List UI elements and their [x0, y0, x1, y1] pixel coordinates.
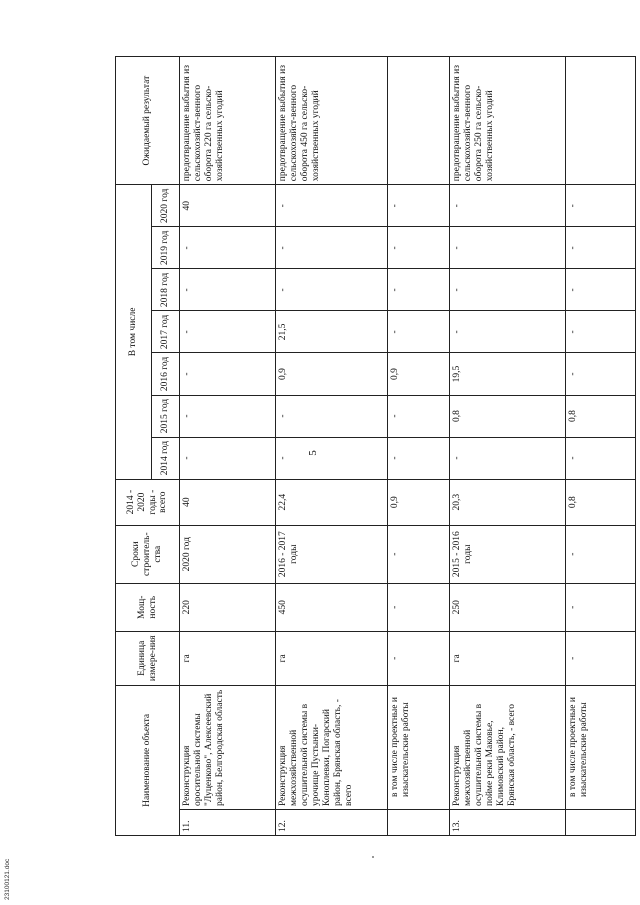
- cell-2016: 0,9: [276, 353, 388, 395]
- cell-2019: -: [450, 227, 566, 269]
- cell-2014: -: [388, 437, 450, 479]
- cell-2020: 40: [180, 185, 276, 227]
- power-cell: 450: [276, 583, 388, 631]
- cell-2017: -: [566, 311, 636, 353]
- cell-2020: -: [566, 185, 636, 227]
- cell-2018: -: [388, 269, 450, 311]
- object-name: Реконструкция оросительной системы "Луценково", Алексеевский район, Белгородская область: [180, 685, 276, 809]
- cell-2016: 0,9: [388, 353, 450, 395]
- total-cell: 20,3: [450, 479, 566, 525]
- cell-2015: -: [388, 395, 450, 437]
- rotated-table-container: [115, 56, 635, 836]
- cell-2016: -: [566, 353, 636, 395]
- terms-cell: 2020 год: [180, 525, 276, 583]
- cell-2014: -: [450, 437, 566, 479]
- col-header-2018: 2018 год: [152, 269, 180, 311]
- cell-2017: -: [450, 311, 566, 353]
- cell-2014: -: [276, 437, 388, 479]
- power-cell: 250: [450, 583, 566, 631]
- result-cell: предотвращение выбытия из сельскохозяйст-венного оборота 220 га сельско-хозяйственных угодий: [180, 57, 276, 185]
- col-header-terms: Сроки строитель-ства: [116, 525, 180, 583]
- investment-table: [115, 56, 636, 836]
- power-cell: -: [388, 583, 450, 631]
- row-number: 11.: [180, 809, 276, 835]
- unit-cell: га: [180, 631, 276, 685]
- cell-2019: -: [566, 227, 636, 269]
- object-name-sub: в том числе проектные и изыскательские работы: [388, 685, 450, 809]
- cell-2015: 0,8: [566, 395, 636, 437]
- terms-cell: 2015 - 2016 годы: [450, 525, 566, 583]
- row-number: 12.: [276, 809, 388, 835]
- object-name: Реконструкция межхозяйственной осушительной системы в урочище Пустынки-Коноплевки, Погарский район, Брянская область, - всего: [276, 685, 388, 809]
- cell-2018: -: [276, 269, 388, 311]
- col-header-power: Мощ-ность: [116, 583, 180, 631]
- cell-2017: 21,5: [276, 311, 388, 353]
- col-header-name: Наименование объекта: [116, 685, 180, 835]
- object-name: Реконструкция межхозяйственной осушительной системы в пойме реки Маковье, Климовский район, Брянская область, - всего: [450, 685, 566, 809]
- row-number: [388, 809, 450, 835]
- unit-cell: -: [566, 631, 636, 685]
- cell-2018: -: [450, 269, 566, 311]
- col-header-unit: Единица измере-ния: [116, 631, 180, 685]
- total-cell: 40: [180, 479, 276, 525]
- page-number: 5: [306, 450, 319, 456]
- col-header-total: 2014 - 2020 годы - всего: [116, 479, 180, 525]
- cell-2014: -: [566, 437, 636, 479]
- cell-2019: -: [276, 227, 388, 269]
- cell-2019: -: [388, 227, 450, 269]
- cell-2017: -: [180, 311, 276, 353]
- cell-2016: 19,5: [450, 353, 566, 395]
- result-cell: предотвращение выбытия из сельскохозяйст-венного оборота 250 га сельско-хозяйственных угодий: [450, 57, 566, 185]
- cell-2020: -: [276, 185, 388, 227]
- col-header-result: Ожидаемый результат: [116, 57, 180, 185]
- total-cell: 0,8: [566, 479, 636, 525]
- terms-cell: -: [388, 525, 450, 583]
- cell-2015: -: [180, 395, 276, 437]
- terms-cell: 2016 - 2017 годы: [276, 525, 388, 583]
- result-cell: [388, 57, 450, 185]
- cell-2018: -: [566, 269, 636, 311]
- cell-2015: -: [276, 395, 388, 437]
- result-cell: предотвращение выбытия из сельскохозяйст-венного оборота 450 га сельско-хозяйственных угодий: [276, 57, 388, 185]
- total-cell: 22,4: [276, 479, 388, 525]
- table-row: [276, 57, 388, 836]
- col-header-2015: 2015 год: [152, 395, 180, 437]
- power-cell: 220: [180, 583, 276, 631]
- unit-cell: -: [388, 631, 450, 685]
- col-header-incl: В том числе: [116, 185, 152, 479]
- power-cell: -: [566, 583, 636, 631]
- scan-speck: [372, 856, 374, 858]
- unit-cell: га: [450, 631, 566, 685]
- row-number: 13.: [450, 809, 566, 835]
- col-header-2016: 2016 год: [152, 353, 180, 395]
- unit-cell: га: [276, 631, 388, 685]
- cell-2018: -: [180, 269, 276, 311]
- total-cell: 0,9: [388, 479, 450, 525]
- table-row: [566, 57, 636, 836]
- col-header-2020: 2020 год: [152, 185, 180, 227]
- terms-cell: -: [566, 525, 636, 583]
- col-header-2014: 2014 год: [152, 437, 180, 479]
- footer-doc-code-text: 23100121.doc: [4, 858, 11, 900]
- footer-doc-code: [4, 840, 18, 900]
- cell-2015: 0,8: [450, 395, 566, 437]
- table-row: [180, 57, 276, 836]
- row-number: [566, 809, 636, 835]
- cell-2014: -: [180, 437, 276, 479]
- cell-2020: -: [388, 185, 450, 227]
- result-cell: [566, 57, 636, 185]
- cell-2017: -: [388, 311, 450, 353]
- col-header-2019: 2019 год: [152, 227, 180, 269]
- cell-2019: -: [180, 227, 276, 269]
- cell-2020: -: [450, 185, 566, 227]
- table-row: [450, 57, 566, 836]
- table-row: [388, 57, 450, 836]
- table-header-row: [116, 57, 152, 836]
- cell-2016: -: [180, 353, 276, 395]
- object-name-sub: в том числе проектные и изыскательские работы: [566, 685, 636, 809]
- col-header-2017: 2017 год: [152, 311, 180, 353]
